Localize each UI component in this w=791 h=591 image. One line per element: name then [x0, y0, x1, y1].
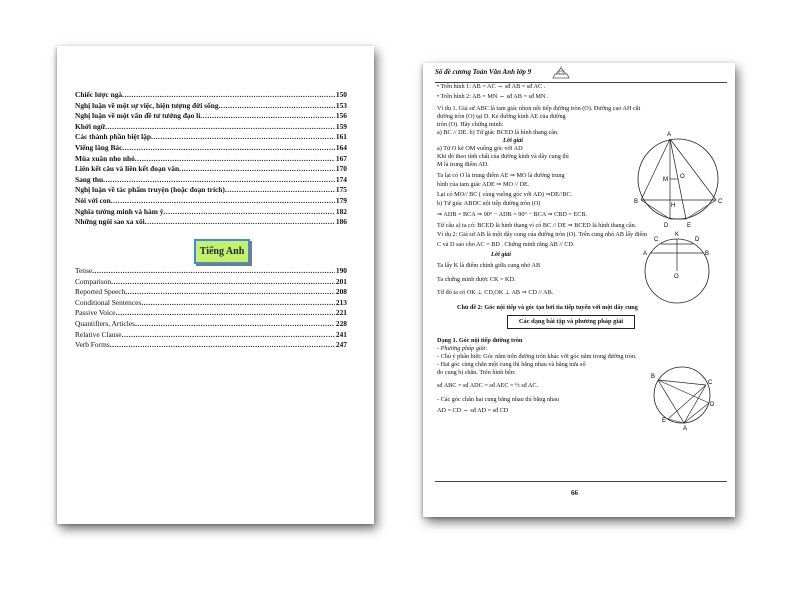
fig3-label-C: C [708, 380, 713, 386]
toc-english [75, 266, 347, 351]
toc-entry-page: 153 [335, 100, 347, 110]
toc-leader-dots [110, 340, 335, 351]
toc-entry-page: 161 [335, 132, 347, 142]
header-title: Sổ đề cương Toán Văn Anh lớp 9 [435, 68, 532, 76]
figure-2-parallel-chords [637, 227, 717, 307]
toc-entry [75, 266, 347, 277]
toc-entry-title: Các thành phần biệt lập [75, 132, 151, 142]
line-l7: Lời giải [503, 137, 523, 144]
toc-leader-dots [103, 175, 335, 186]
toc-entry-page: 150 [335, 90, 347, 99]
toc-entry [75, 90, 347, 101]
toc-entry-page: 228 [335, 318, 347, 328]
figure-1-circle-triangle [632, 123, 724, 231]
line-l13: Lại có MO// BC ( cùng vuông góc với AD) ⇒DE//BC. [437, 191, 573, 198]
toc-entry-title: Nghị luận về một vấn đề tư tưởng đạo lí [75, 111, 201, 121]
fig2-label-A: A [643, 251, 648, 257]
toc-entry [75, 132, 347, 143]
toc-entry-page: 164 [335, 142, 347, 152]
toc-entry-title: Khởi ngữ [75, 121, 106, 131]
fig3-label-E: E [662, 418, 667, 424]
toc-leader-dots [105, 122, 335, 133]
toc-entry-page: 170 [335, 164, 347, 174]
line-l16: Từ câu a) ta có: BCED là hình thang vì có BC // DE ⇒ BCED là hình thang cân. [437, 222, 637, 229]
toc-leader-dots [122, 143, 335, 154]
banner-label: Tiếng Anh [199, 246, 245, 257]
toc-vietnamese [75, 90, 347, 228]
page-number: 66 [571, 489, 578, 497]
toc-entry-title: Reported Speech [75, 287, 126, 297]
toc-entry [75, 154, 347, 165]
fig2-label-C: C [654, 237, 659, 243]
toc-leader-dots [200, 111, 335, 122]
toc-leader-dots [122, 330, 335, 341]
toc-entry-page: 213 [335, 297, 347, 307]
toc-leader-dots [92, 266, 335, 277]
toc-entry [75, 277, 347, 288]
section-banner-tieng-anh [194, 239, 250, 264]
toc-entry-page: 167 [335, 153, 347, 163]
line-l10: M là trung điểm AD. [437, 161, 489, 168]
toc-entry-page: 156 [335, 111, 347, 121]
fig3-label-D: D [710, 402, 715, 408]
line-l23: Chủ đề 2: Góc nội tiếp và góc tạo bởi tia tiếp tuyến với một dây cung [457, 304, 638, 311]
toc-entry [75, 308, 347, 319]
toc-entry-title: Nghị luận về tác phẩm truyện (hoặc đoạn trích) [75, 185, 225, 195]
toc-leader-dots [225, 185, 335, 196]
line-l17: Ví dụ 2: Giả sử AB là một dây cung của đường tròn (O). Trên cung nhỏ AB lấy điểm [437, 231, 648, 238]
toc-entry [75, 111, 347, 122]
toc-entry-title: Verb Forms [75, 340, 110, 350]
line-l2: • Trên hình 2: AB = MN ⇔ sđ AB = sđ MN . [437, 93, 549, 100]
fig1-label-D: D [664, 223, 669, 229]
toc-entry [75, 319, 347, 330]
line-l31: AD = CD ⇔ sđ AD = sđ CD [437, 407, 509, 414]
footer-rule [435, 481, 727, 482]
toc-leader-dots [219, 101, 335, 112]
toc-entry-title: Nghĩa tường minh và hàm ý [75, 206, 164, 216]
line-l4: đường tròn (O) tại D. Kẻ đường kính AE của đường [437, 113, 566, 120]
fig1-label-A: A [667, 132, 672, 138]
fig3-label-B: B [651, 374, 656, 380]
fig2-label-O: O [674, 274, 679, 280]
toc-entry-page: 201 [335, 276, 347, 286]
toc-entry [75, 185, 347, 196]
line-l24: Dạng 1. Góc nội tiếp đường tròn [437, 337, 523, 344]
toc-leader-dots [125, 287, 335, 298]
line-l18: C và D sao cho AC = BD . Chứng minh rằng AB // CD. [437, 241, 575, 248]
toc-leader-dots [135, 154, 335, 165]
toc-leader-dots [151, 132, 335, 143]
fig1-label-E: E [687, 223, 692, 229]
toc-entry-title: Nghị luận về một sự việc, hiện tượng đời sống [75, 100, 219, 110]
fig3-label-A: A [683, 426, 688, 431]
toc-entry-page: 182 [335, 206, 347, 216]
line-l5: tròn (O). Hãy chứng minh: [437, 121, 504, 128]
fig1-label-H: H [671, 203, 676, 209]
toc-entry-page: 175 [335, 185, 347, 195]
toc-entry [75, 217, 347, 228]
line-l12: bình của tam giác ADE ⇒ MO // DE. [437, 181, 530, 188]
toc-entry [75, 207, 347, 218]
toc-entry-title: Những ngôi sao xa xôi [75, 217, 145, 227]
line-l6: a) BC // DE. b) Tứ giác BCED là hình thang cân. [437, 129, 559, 136]
fig1-label-C: C [718, 199, 723, 205]
toc-entry [75, 298, 347, 309]
line-l20: Ta lấy K là điểm chính giữa cung nhỏ AB [437, 262, 541, 269]
fig2-label-K: K [675, 232, 680, 238]
line-l19: Lời giải [491, 251, 511, 258]
line-l22: Từ đó ta có OK ⊥ CD,OK ⊥ AB ⇒ CD // AB. [437, 289, 554, 296]
toc-entry [75, 196, 347, 207]
line-l14: b) Tứ giác ABDC nội tiếp đường tròn (O) [437, 200, 541, 207]
fig1-label-B: B [634, 199, 639, 205]
line-l27: - Hai góc cùng chắn một cung thì bằng nhau và bằng nửa số [437, 361, 586, 368]
toc-entry-title: Quantifiers, Articles [75, 318, 135, 328]
toc-entry [75, 330, 347, 341]
fig1-label-O: O [680, 174, 685, 180]
toc-leader-dots [163, 207, 335, 218]
toc-entry [75, 164, 347, 175]
line-l29: sđ ABC = sđ ADC = sđ AEC = ½ sđ AC. [437, 382, 539, 389]
toc-entry-page: 190 [335, 266, 347, 275]
toc-leader-dots [145, 217, 335, 228]
toc-leader-dots [141, 298, 335, 309]
line-l15: ⇒ ADB = BCA ⇒ 90° − ADB = 90° − BCA ⇒ CBD = ECB. [437, 211, 588, 218]
toc-entry-title: Liên kết câu và liên kết đoạn văn [75, 164, 180, 174]
line-l30: - Các góc chắn hai cung bằng nhau thì bằng nhau [437, 396, 559, 403]
fig1-label-M: M [663, 177, 668, 183]
line-l8: a) Từ O kẻ OM vuông góc với AD [437, 145, 523, 152]
toc-entry [75, 287, 347, 298]
toc-leader-dots [116, 308, 335, 319]
toc-entry-page: 186 [335, 217, 347, 227]
toc-entry-title: Viếng lăng Bác [75, 142, 123, 152]
toc-entry [75, 340, 347, 351]
toc-entry-page: 208 [335, 287, 347, 297]
fig2-label-B: B [705, 251, 710, 257]
toc-entry-page: 241 [335, 329, 347, 339]
fig2-label-D: D [695, 237, 700, 243]
toc-leader-dots [111, 196, 335, 207]
page-header [435, 68, 727, 83]
toc-entry-title: Tense [75, 266, 93, 275]
toc-entry [75, 143, 347, 154]
line-l9: Khi đó theo tính chất của đường kính và dây cung thì [437, 153, 569, 160]
line-l21: Ta chứng minh được CK = KD. [437, 276, 516, 283]
toc-entry-title: Relative Clause [75, 329, 122, 339]
line-l25: - Phương pháp giải: [437, 345, 488, 352]
left-page [57, 46, 374, 524]
toc-entry-page: 221 [335, 308, 347, 318]
line-l11: Ta lại có O là trung điểm AE ⇒ MO là đường trung [437, 172, 565, 179]
toc-entry-title: Chiếc lược ngà [75, 90, 123, 99]
toc-leader-dots [179, 164, 335, 175]
line-l1: • Trên hình 1: AB = AC ⇔ sđ AB = sđ AC . [437, 83, 546, 90]
toc-leader-dots [111, 277, 335, 288]
toc-entry-page: 179 [335, 195, 347, 205]
right-page [423, 63, 735, 517]
line-l3: Ví dụ 1. Giả sử ABC là tam giác nhọn nội tiếp đường tròn (O). Đường cao AH cắt [437, 105, 641, 112]
toc-entry-title: Conditional Sentences [75, 297, 142, 307]
section-box: Các dạng bài tập và phương pháp giải [507, 315, 635, 329]
toc-entry-title: Mùa xuân nho nhỏ [75, 153, 135, 163]
toc-entry-title: Comparison [75, 276, 112, 286]
toc-leader-dots [135, 319, 335, 330]
toc-entry [75, 101, 347, 112]
toc-entry [75, 122, 347, 133]
toc-entry-title: Sang thu [75, 174, 104, 184]
toc-entry [75, 175, 347, 186]
toc-entry-title: Passive Voice [75, 308, 116, 318]
line-l26: - Chú ý phân biệt: Góc nằm trên đường tròn khác với góc nằm trong đường tròn. [437, 353, 637, 360]
figure-3-inscribed-angles [648, 359, 720, 431]
toc-entry-page: 159 [335, 121, 347, 131]
toc-entry-page: 174 [335, 174, 347, 184]
temple-logo-icon [551, 65, 571, 79]
toc-entry-page: 247 [335, 340, 347, 350]
toc-leader-dots [122, 90, 335, 101]
toc-entry-title: Nói với con [75, 195, 111, 205]
line-l28: đo cung bị chắn. Trên hình bên: [437, 369, 516, 376]
